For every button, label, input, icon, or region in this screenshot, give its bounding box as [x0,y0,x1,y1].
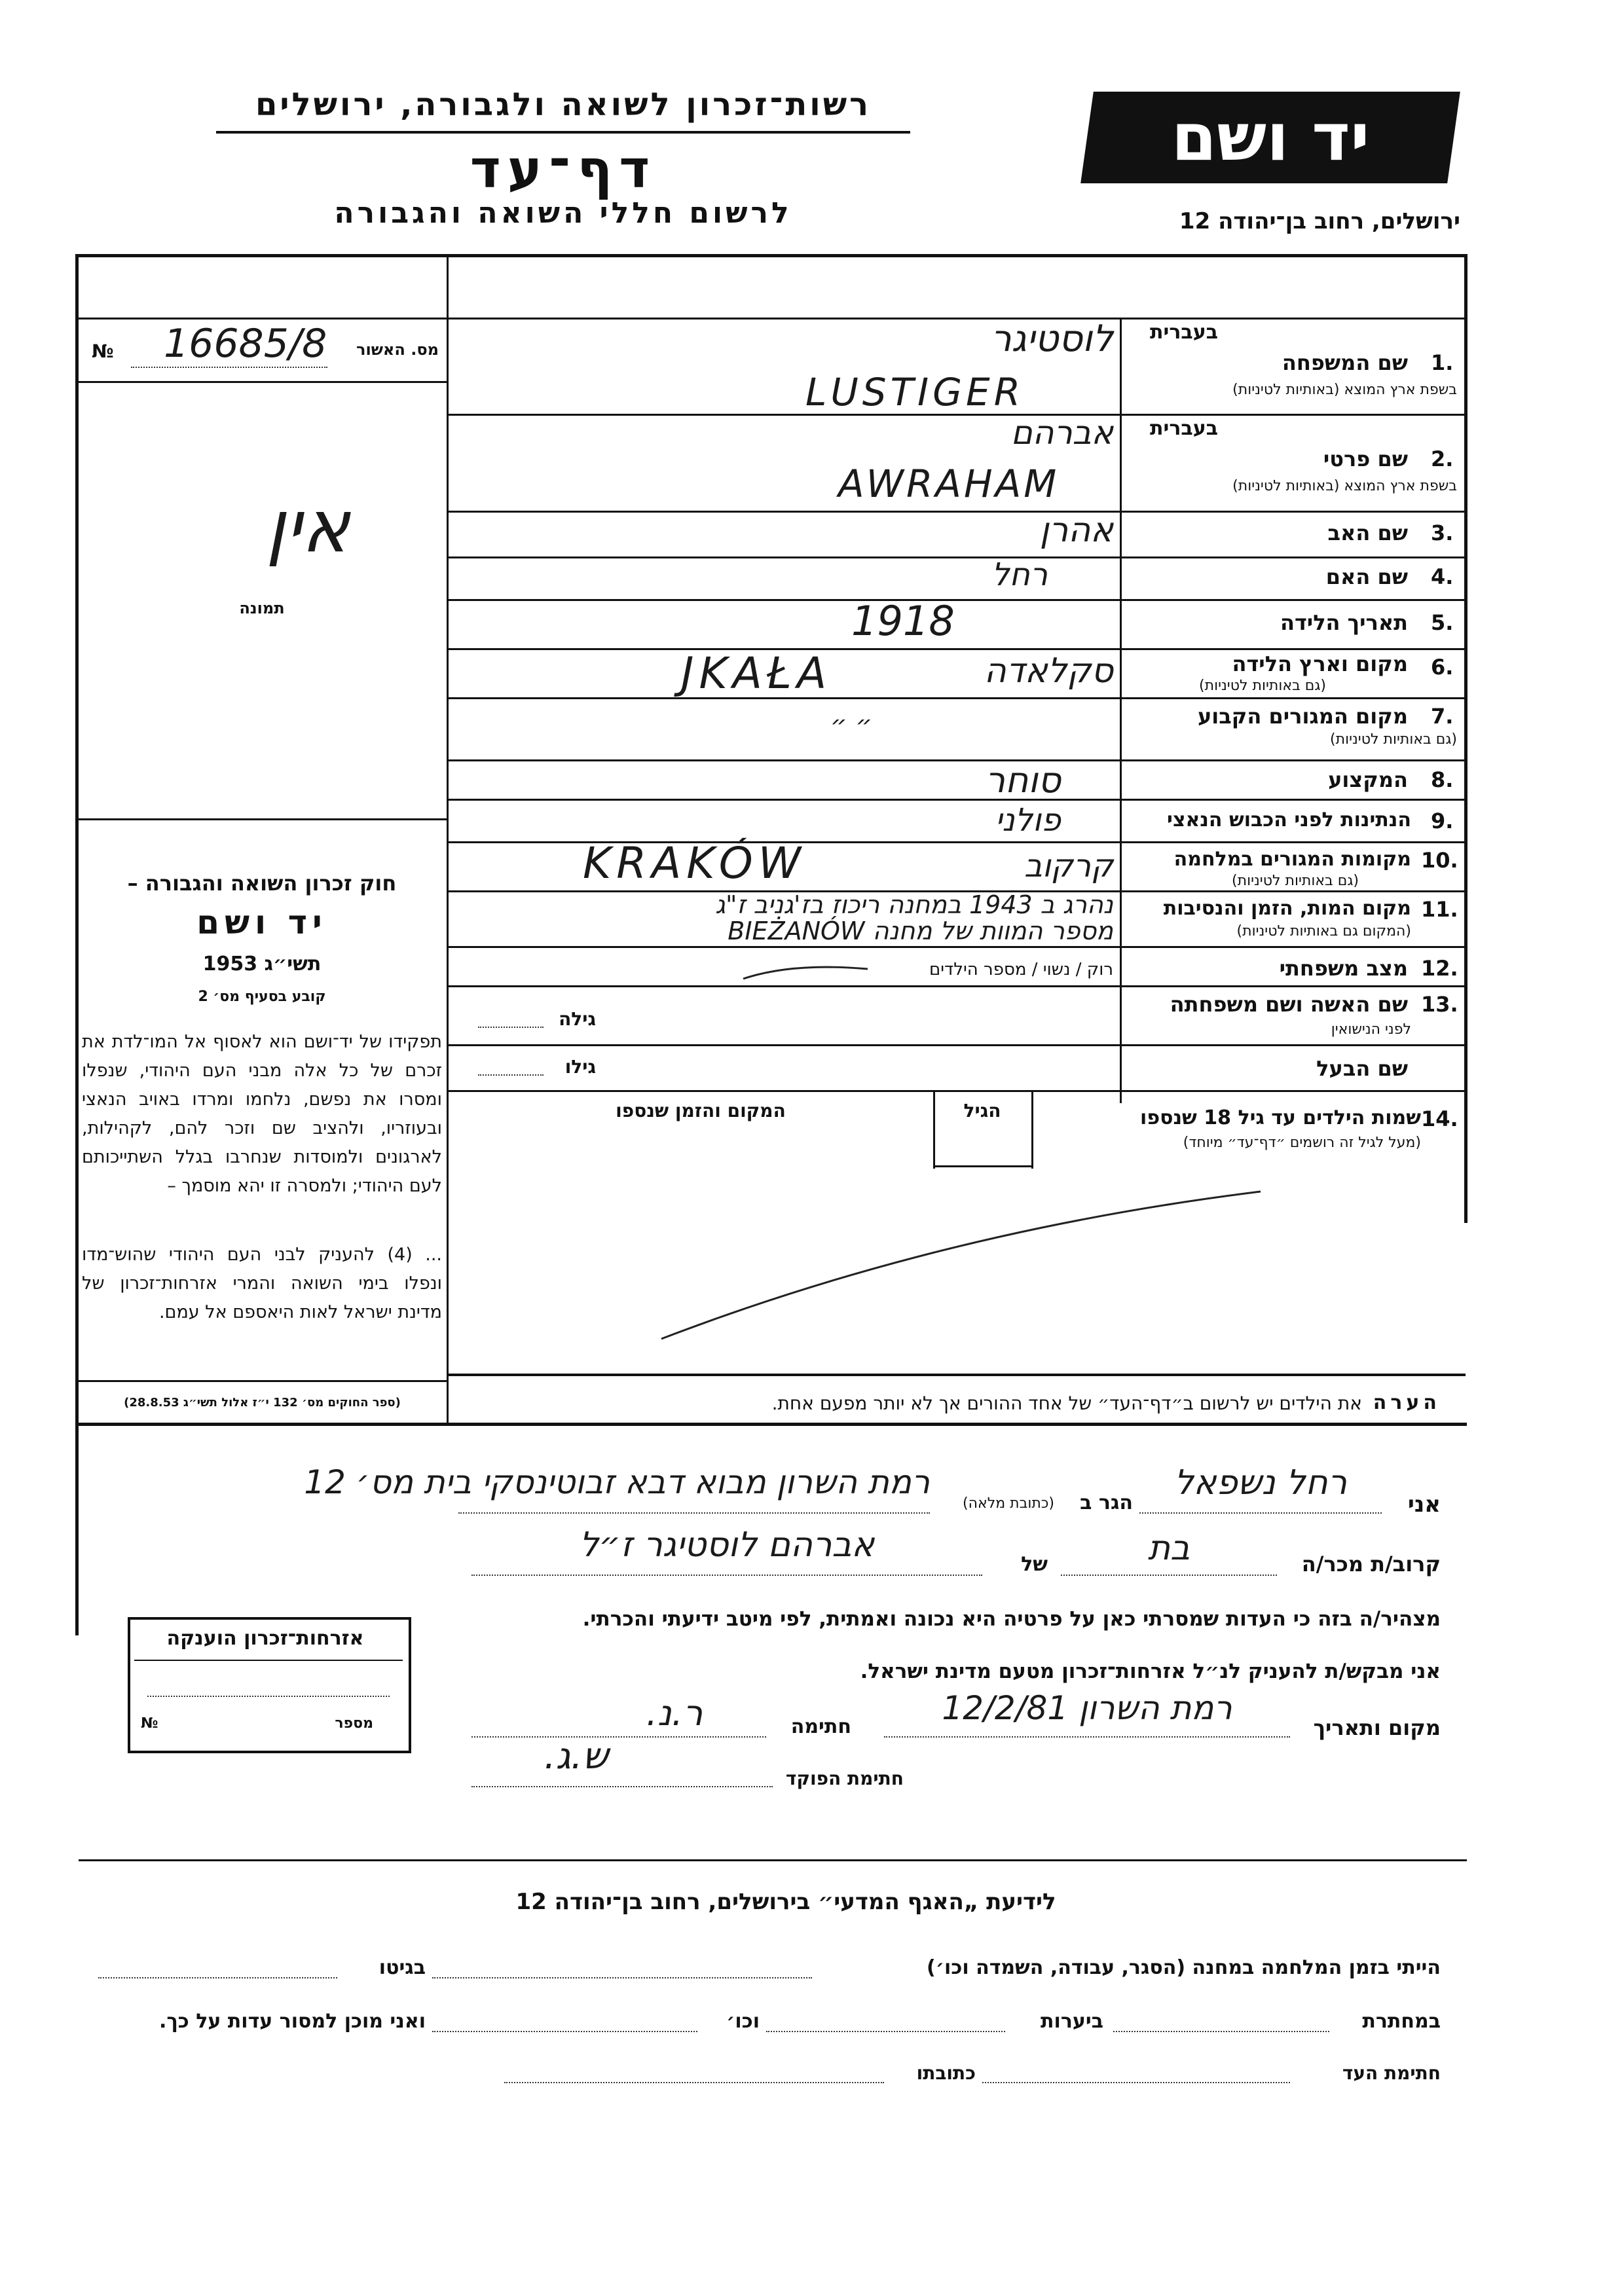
children-col-div1 [933,1090,935,1169]
footer-forest-line [766,2031,1005,2032]
field-10-num: 10. [1421,848,1458,873]
wife-age-label: גילה [559,1008,596,1030]
citizenship-line [147,1696,390,1697]
law-section: קובע בסעיף מס׳ 2 [198,989,326,1005]
footer-ghetto-label: בגיטו [378,1956,426,1979]
husband-age-label: גילו [564,1056,596,1078]
law-year: תשי״ג 1953 [202,953,322,975]
authority-underline [216,131,910,134]
field-6-sub: (גם באותיות לטיניות) [1199,678,1326,694]
decl-relation-value[interactable]: בת [1147,1529,1190,1568]
decl-address-value[interactable]: רמת השרון מבוא דבא זבוטינסקי בית מס׳ 12 [304,1463,930,1501]
field-1-num: 1. [1431,350,1454,375]
field-2-sub-top: בעברית [1150,417,1218,440]
field-2-value-he[interactable]: אברהם [1010,414,1113,452]
citizenship-title: אזרחות־זכרון הוענקה [166,1627,364,1650]
field-11-value-line1[interactable]: נהרג ב 1943 במחנה ריכוז בז'גניב ז"ג [715,890,1113,919]
field-4-label: שם האם [1325,564,1408,589]
field-12-strike [740,949,871,989]
form-title: דף־עד [470,139,657,200]
field-7-sub: (גם באותיות לטיניות) [1330,731,1457,748]
field-1-sub-top: בעברית [1150,321,1218,344]
field-14-num: 14. [1421,1106,1458,1131]
wife-age-line [478,1027,544,1028]
frame-top [75,254,1467,257]
field-11-sub: (המקום גם באותיות לטיניות) [1236,923,1411,939]
field-6-value-he[interactable]: סקלאדה [984,651,1113,691]
law-name: יד ושם [196,903,327,941]
law-para1: תפקידו של יד־ושם הוא לאסוף אל המו־לדת את זכרם של כל אלה מבני העם היהודי, שנפלו ומסרו את נפשם, נלחמו ומרדו באויב הנאצי ובעוזריו, ולהציב שם וזכר להם, לקהילות, לארגונים ולמוסדות שנחרבו בגלל השתייכותם לעם היהודי; ולמסרה זו יהא מוסמך – [82,1032,442,1196]
decl-address-line [458,1512,930,1514]
photo-box-bottom [75,818,449,820]
logo-text: יד ושם [1171,99,1370,175]
footer-ghetto-line [98,1977,337,1978]
decl-statement: מצהיר/ה בזה כי העדות שמסרתי כאן על פרטיה היא נכונה ואמתית, לפי מיטב ידיעתי והכרתי. [582,1607,1441,1631]
field-8-value[interactable]: סוחר [985,759,1061,801]
decl-official-value[interactable]: ש.ג. [544,1735,609,1777]
decl-resides-sub: (כתובת מלאה) [963,1495,1054,1512]
address: ירושלים, רחוב בן־יהודה 12 [1179,208,1460,234]
photo-mark: אין [265,484,350,568]
footer-witness-sig-label: חתימת העד [1342,2062,1441,2084]
field-8-label: המקצוע [1328,767,1408,792]
field-2-sub: בשפת ארץ המוצא (באותיות לטיניות) [1232,478,1457,494]
decl-signature-label: חתימה [790,1715,851,1738]
field-7-num: 7. [1431,704,1454,729]
decl-official-line [471,1786,773,1787]
footer-etc-line [432,2031,697,2032]
footer-address-label: כתובתו [916,2062,976,2084]
footer-title: לידיעת „האגף המדעי״ בירושלים, רחוב בן־יהודה 12 [515,1889,1056,1915]
decl-ani: אני [1407,1491,1441,1518]
decl-place-date-line [884,1736,1290,1738]
footer-camp-label: הייתי בזמן המלחמה במחנה (הסגר, עבודה, השמדה וכו׳) [927,1956,1441,1979]
field-8-num: 8. [1431,767,1454,792]
field-4-num: 4. [1431,564,1454,589]
approval-label: מס. האשור [356,340,439,359]
form-subtitle: לרשום חללי השואה והגבורה [334,196,792,230]
decl-relative-label: קרוב/ת מכר/ה [1301,1552,1441,1576]
field-13-sub: לפני הנישואין [1331,1021,1411,1038]
field-5-label: תאריך הלידה [1280,610,1408,635]
field-7-label: מקום המגורים הקבוע [1197,704,1408,729]
field-12-num: 12. [1421,956,1458,981]
children-header-bottom [933,1165,1033,1167]
field-3-label: שם האב [1327,520,1408,545]
decl-of-value[interactable]: אברהם לוסטיגר ז״ל [579,1525,875,1565]
field-6-value-latin[interactable]: JKAŁA [681,648,832,699]
field-2-label: שם פרטי [1323,446,1408,471]
note-text: את הילדים יש לרשום ב״דף־העד״ של אחד ההורים אך לא יותר מפעם אחת. [771,1393,1362,1414]
field-10-label: מקומות המגורים במלחמה [1173,848,1411,871]
footer-witness-sig-line [982,2082,1290,2083]
note-label: הערה [1373,1391,1441,1414]
citizenship-number-label: מספר [335,1715,373,1732]
field-5-value[interactable]: 1918 [851,597,955,645]
left-col-divider [447,254,449,1423]
approval-box-bottom [75,381,449,383]
citizenship-title-underline [134,1660,403,1661]
field-6-num: 6. [1431,655,1454,680]
header-row-bottom [75,318,1467,319]
frame-right [1464,254,1467,1223]
decl-of-line [471,1575,982,1576]
field-2-num: 2. [1431,446,1454,471]
law-title: חוק זכרון השואה והגבורה – [127,871,397,896]
footer-etc-label: וכו׳ [726,2010,760,2033]
decl-request: אני מבקש/ת להעניק לנ״ל אזרחות־זכרון מטעם מדינת ישראל. [860,1660,1441,1683]
decl-relation-line [1061,1575,1277,1576]
decl-name-line [1139,1512,1382,1514]
field-13-label: שם האשה ושם משפחתה [1170,992,1408,1017]
decl-official-label: חתימת הפוקד [785,1768,904,1789]
field-1-value-he[interactable]: לוסטיגר [991,318,1113,360]
decl-bottom [79,1859,1467,1861]
field-12-label: מצב משפחתי [1279,956,1408,981]
field-1-label: שם המשפחה [1282,350,1408,375]
decl-signature-value[interactable]: ר.נ. [646,1692,703,1734]
children-col-div2 [1031,1090,1033,1169]
children-bottom [447,1374,1466,1376]
field-10-sub: (גם באותיות לטיניות) [1232,873,1359,889]
field-5-num: 5. [1431,610,1454,635]
field-3-value[interactable]: אהרן [1039,511,1113,550]
footer-underground-line [1113,2031,1329,2032]
field-11-value-line2[interactable]: מספר המוות של מחנה BIEŻANÓW [728,917,1113,945]
field-14-label: שמות הילדים עד גיל 18 שנספו [1140,1106,1421,1129]
law-citation: (ספר החוקים מס׳ 132 י״ז אלול תשי״ג 28.8.53) [124,1396,401,1410]
husband-age-line [478,1074,544,1076]
field-9-num: 9. [1431,809,1454,833]
note-bottom [75,1423,1467,1426]
frame-left [75,254,79,1635]
field-6-label: מקום וארץ הלידה [1232,651,1408,676]
field-13-num: 13. [1421,992,1458,1017]
approval-no-label: № [92,340,114,362]
field-3-num: 3. [1431,520,1454,545]
field-4-value[interactable]: רחל [991,556,1048,593]
footer-address-line [504,2082,884,2083]
approval-value[interactable]: 16685/8 [164,321,327,367]
field-1-sub: בשפת ארץ המוצא (באותיות לטיניות) [1232,382,1457,398]
field-7-value[interactable]: ״ ״ [830,710,873,740]
decl-place-date-value[interactable]: רמת השרון 12/2/81 [942,1689,1232,1727]
field-14-sub: (מעל לגיל זה רושמים ״דף־עד״ מיוחד) [1183,1135,1421,1151]
husband-label: שם הבעל [1316,1056,1408,1081]
children-strike [648,1178,1270,1349]
field-9-label: הנתינות לפני הכבוש הנאצי [1167,809,1411,831]
field-9-value[interactable]: פולני [995,802,1061,839]
authority-title: רשות־זכרון לשואה ולגבורה, ירושלים [255,86,872,123]
children-col-place: המקום והזמן שנספו [616,1100,786,1121]
decl-resides-label: הגר ב [1080,1491,1133,1514]
children-col-age: הגיל [963,1100,1001,1121]
decl-name-value[interactable]: רחל נשפאל [1174,1463,1347,1503]
approval-line [131,367,327,368]
field-10-value-he[interactable]: קרקוב [1024,848,1113,884]
citizenship-no-label: № [141,1715,158,1732]
field-12-sub: רוק / נשוי / מספר הילדים [929,960,1113,979]
photo-label: תמונה [239,599,285,617]
decl-of-label: של [1021,1553,1048,1576]
decl-place-date-label: מקום ותאריך [1313,1715,1441,1740]
field-10-value-latin[interactable]: KRAKÓW [583,838,807,888]
footer-camp-line [432,1977,812,1978]
field-11-label: מקום המות, הזמן והנסיבות [1163,897,1411,920]
law-para2: ... (4) להעניק לבני העם היהודי שהוש־מדו ונפלו בימי השואה והמרי אזרחות־זכרון של מדינת ישראל לאות היאספם אל עמם. [82,1245,442,1322]
citation-top [75,1380,449,1382]
footer-testimony-label: ואני מוכן למסור עדות על כך. [159,2010,426,2033]
field-11-num: 11. [1421,897,1458,922]
footer-underground-label: במחתרת [1362,2010,1441,2033]
field-1-value-latin[interactable]: LUSTIGER [805,370,1025,414]
field-2-value-latin[interactable]: AWRAHAM [838,462,1060,506]
footer-forest-label: ביערות [1041,2010,1103,2033]
